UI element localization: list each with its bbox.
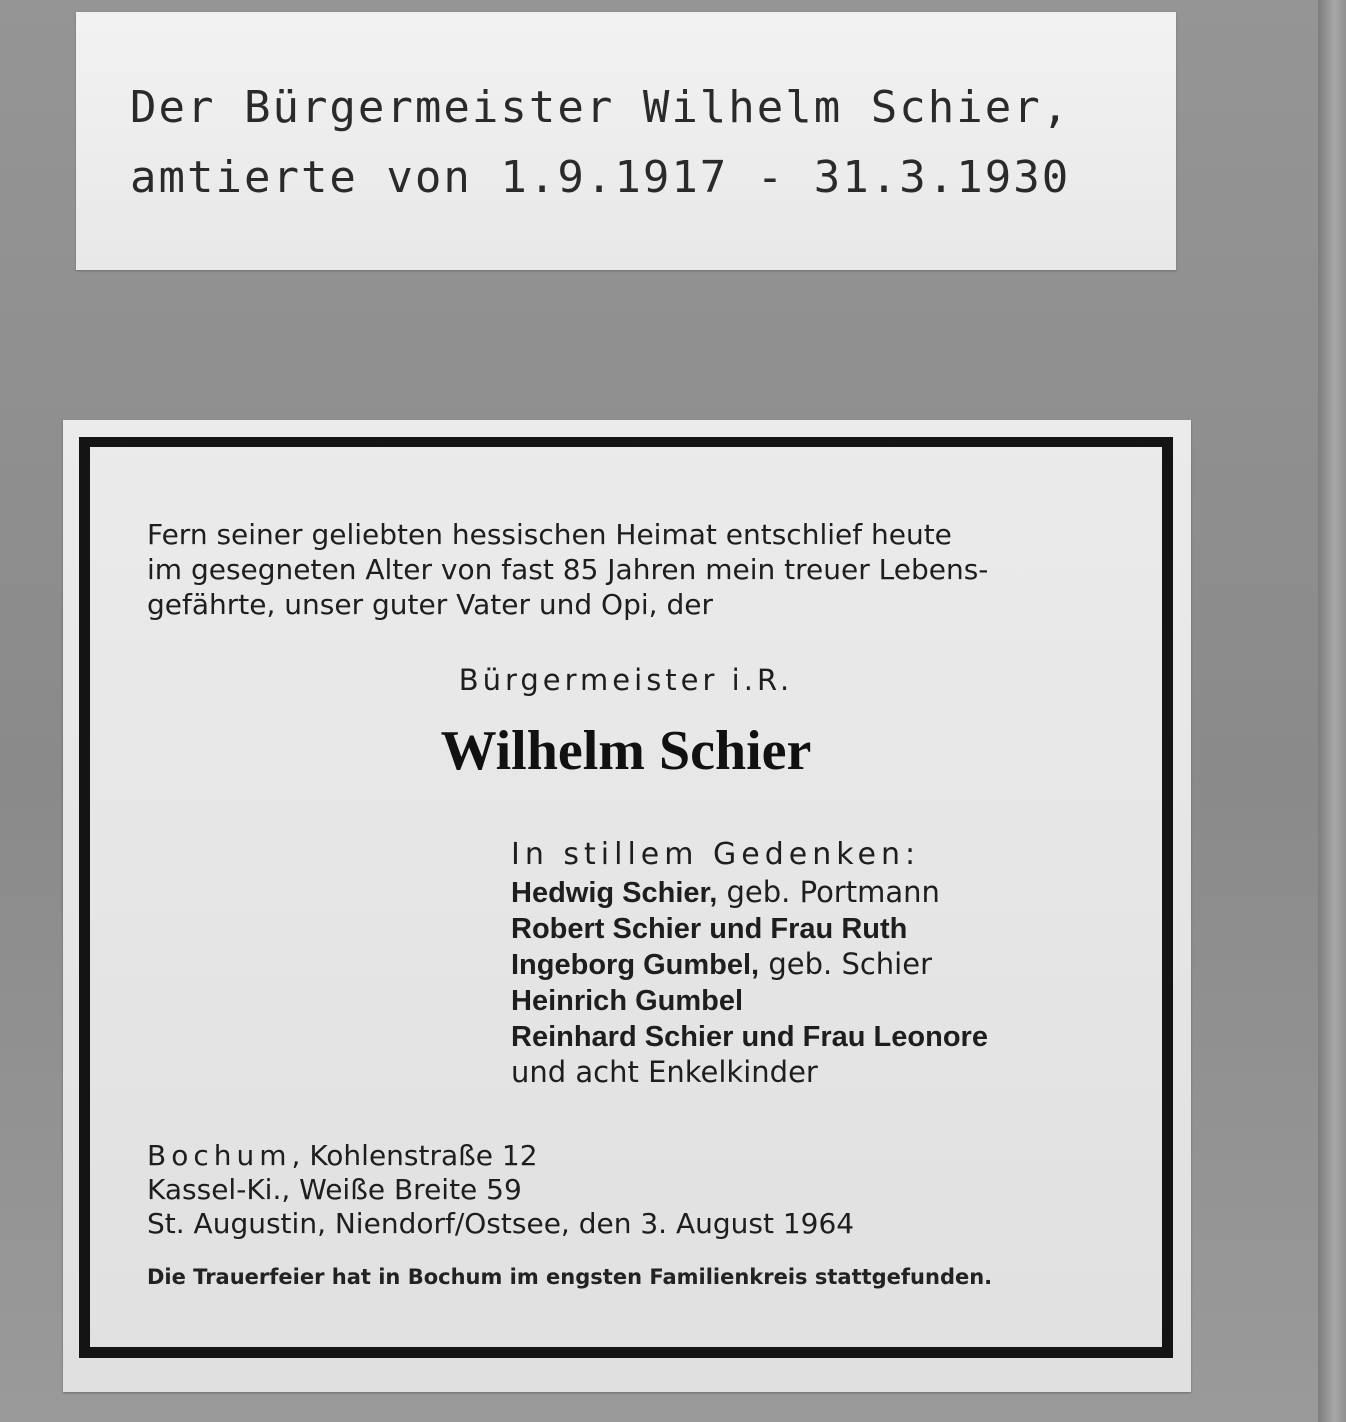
slip-line-1: Der Bürgermeister Wilhelm Schier, bbox=[130, 82, 1071, 133]
deceased-title: Bürgermeister i.R. bbox=[458, 663, 794, 697]
memoriam-heading: In stillem Gedenken: bbox=[511, 837, 921, 872]
family-member-1-name: Hedwig Schier, bbox=[511, 877, 718, 909]
family-member-4 bbox=[511, 983, 743, 1018]
album-page-edge bbox=[1318, 0, 1346, 1422]
family-member-3 bbox=[511, 947, 932, 982]
family-member-3-note: geb. Schier bbox=[759, 947, 932, 981]
deceased-name: Wilhelm Schier bbox=[440, 720, 812, 782]
address-line-1 bbox=[147, 1139, 538, 1172]
family-member-4-name: Heinrich Gumbel bbox=[511, 985, 744, 1017]
grandchildren-line: und acht Enkelkinder bbox=[511, 1055, 818, 1089]
address-city: Bochum bbox=[147, 1139, 292, 1172]
family-member-2 bbox=[511, 911, 907, 946]
intro-line-1: Fern seiner geliebten hessischen Heimat entschlief heute bbox=[147, 518, 952, 551]
intro-line-2: im gesegneten Alter von fast 85 Jahren mein treuer Lebens- bbox=[147, 553, 989, 586]
obituary-clipping bbox=[63, 420, 1191, 1392]
obituary-black-border bbox=[79, 437, 1173, 1358]
family-member-5-name: Reinhard Schier und Frau Leonore bbox=[511, 1021, 988, 1053]
address-street: , Kohlenstraße 12 bbox=[291, 1139, 538, 1172]
address-line-3: St. Augustin, Niendorf/Ostsee, den 3. August 1964 bbox=[147, 1207, 855, 1240]
obituary-content bbox=[90, 447, 1162, 1347]
family-member-2-name: Robert Schier und Frau Ruth bbox=[511, 913, 908, 945]
address-line-2: Kassel-Ki., Weiße Breite 59 bbox=[147, 1173, 522, 1206]
typed-label-slip bbox=[76, 12, 1176, 270]
family-member-3-name: Ingeborg Gumbel, bbox=[511, 949, 760, 981]
funeral-note: Die Trauerfeier hat in Bochum im engsten Familienkreis stattgefunden. bbox=[147, 1265, 993, 1289]
family-member-1-note: geb. Portmann bbox=[717, 875, 940, 909]
slip-line-2: amtierte von 1.9.1917 - 31.3.1930 bbox=[130, 152, 1071, 203]
intro-line-3: gefährte, unser guter Vater und Opi, der bbox=[147, 588, 713, 621]
family-member-5 bbox=[511, 1019, 988, 1054]
family-member-1 bbox=[511, 875, 940, 910]
